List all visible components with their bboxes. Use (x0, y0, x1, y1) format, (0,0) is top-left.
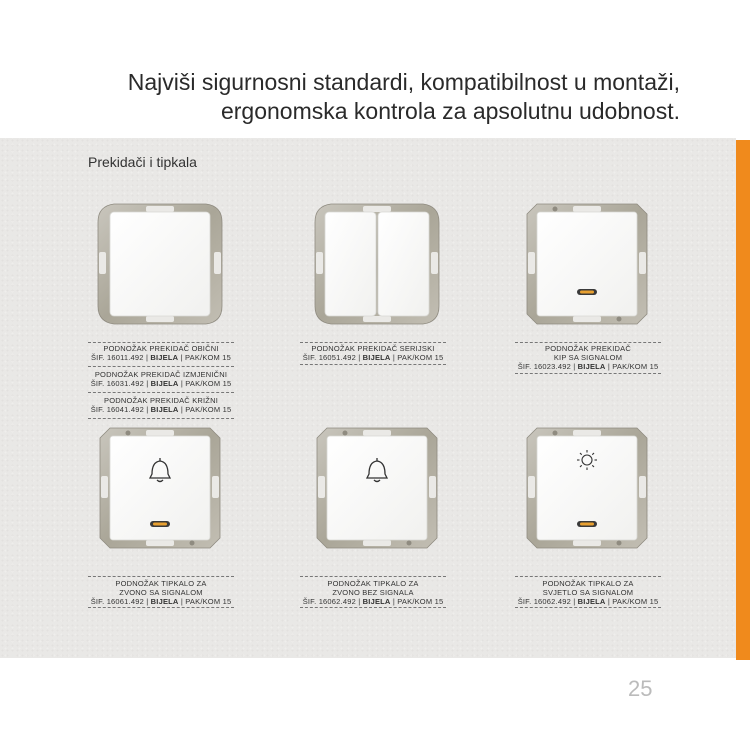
product-caption (298, 344, 448, 362)
product-image-bell (305, 424, 449, 552)
product-pack: PAK/KOM 15 (185, 405, 232, 414)
product-image-bell-signal (88, 424, 232, 552)
product-code: ŠIF. 16023.492 (517, 362, 571, 371)
divider (88, 418, 234, 419)
product-pack: PAK/KOM 15 (185, 597, 232, 606)
signal-led-icon (150, 521, 170, 527)
product-code: ŠIF. 16061.492 (90, 597, 144, 606)
product-pack: PAK/KOM 15 (612, 597, 659, 606)
product-code: ŠIF. 16041.492 (90, 405, 144, 414)
section-title: Prekidači i tipkala (88, 154, 197, 170)
product-color: BIJELA (150, 353, 179, 362)
product-code-line: ŠIF. 16061.492 | BIJELA | PAK/KOM 15 (90, 597, 232, 606)
product-pack: PAK/KOM 15 (397, 353, 444, 362)
signal-led-icon (577, 289, 597, 295)
product-code-line: ŠIF. 16062.492 | BIJELA | PAK/KOM 15 (302, 597, 444, 606)
product-image-signal-switch (515, 200, 659, 328)
product-color: BIJELA (362, 353, 391, 362)
product-code-line: ŠIF. 16023.492 | BIJELA | PAK/KOM 15 (517, 362, 659, 371)
product-code: ŠIF. 16062.492 (302, 597, 356, 606)
product-color: BIJELA (150, 405, 179, 414)
product-color: BIJELA (150, 379, 179, 388)
divider (88, 607, 234, 608)
header-tagline (80, 68, 680, 126)
product-code: ŠIF. 16031.492 (90, 379, 144, 388)
product-name-line-2: SVJETLO SA SIGNALOM (542, 588, 634, 597)
product-code: ŠIF. 16011.492 (90, 353, 144, 362)
product-caption (513, 579, 663, 606)
product-pack: PAK/KOM 15 (185, 379, 232, 388)
product-caption (86, 370, 236, 388)
divider (300, 364, 446, 365)
product-name: PODNOŽAK PREKIDAČ OBIČNI (103, 344, 219, 353)
product-name: PODNOŽAK PREKIDAČ SERIJSKI (311, 344, 435, 353)
divider (88, 366, 234, 367)
divider (88, 342, 234, 343)
product-code-line: ŠIF. 16031.492 | BIJELA | PAK/KOM 15 (90, 379, 232, 388)
product-color: BIJELA (577, 362, 606, 371)
product-pack: PAK/KOM 15 (397, 597, 444, 606)
product-name-line-2: ZVONO BEZ SIGNALA (332, 588, 414, 597)
divider (515, 607, 661, 608)
divider (515, 373, 661, 374)
product-code-line: ŠIF. 16062.492 | BIJELA | PAK/KOM 15 (517, 597, 659, 606)
product-caption (86, 396, 236, 414)
product-caption (86, 579, 236, 606)
product-image-double-switch (305, 200, 449, 328)
header-line-2: ergonomska kontrola za apsolutnu udobnost. (220, 98, 680, 124)
divider (515, 342, 661, 343)
product-name: PODNOŽAK TIPKALO ZA (115, 579, 207, 588)
product-caption (513, 344, 663, 371)
divider (300, 342, 446, 343)
product-caption (298, 579, 448, 606)
product-name: PODNOŽAK PREKIDAČ IZMJENIČNI (94, 370, 228, 379)
product-name: PODNOŽAK TIPKALO ZA (542, 579, 634, 588)
product-name: PODNOŽAK PREKIDAČ KRIŽNI (104, 396, 218, 405)
page-number: 25 (628, 676, 653, 701)
signal-led-icon (577, 521, 597, 527)
product-name-line-2: KIP SA SIGNALOM (553, 353, 623, 362)
product-code-line: ŠIF. 16011.492 | BIJELA | PAK/KOM 15 (90, 353, 232, 362)
divider (300, 576, 446, 577)
product-name: PODNOŽAK PREKIDAČ (545, 344, 631, 353)
divider (515, 576, 661, 577)
divider (88, 576, 234, 577)
divider (300, 607, 446, 608)
product-caption (86, 344, 236, 362)
product-pack: PAK/KOM 15 (612, 362, 659, 371)
product-image-single-switch (88, 200, 232, 328)
product-color: BIJELA (577, 597, 606, 606)
product-color: BIJELA (150, 597, 179, 606)
product-code: ŠIF. 16062.492 (517, 597, 571, 606)
product-code-line: ŠIF. 16051.492 | BIJELA | PAK/KOM 15 (302, 353, 444, 362)
product-name: PODNOŽAK TIPKALO ZA (327, 579, 419, 588)
product-code: ŠIF. 16051.492 (302, 353, 356, 362)
divider (88, 392, 234, 393)
product-color: BIJELA (362, 597, 391, 606)
product-pack: PAK/KOM 15 (184, 353, 232, 362)
accent-bar (736, 140, 750, 660)
product-name-line-2: ZVONO SA SIGNALOM (119, 588, 203, 597)
header-line-1: Najviši sigurnosni standardi, kompatibilnost u montaži, (127, 69, 680, 95)
product-image-light-signal (515, 424, 659, 552)
product-code-line: ŠIF. 16041.492 | BIJELA | PAK/KOM 15 (90, 405, 232, 414)
